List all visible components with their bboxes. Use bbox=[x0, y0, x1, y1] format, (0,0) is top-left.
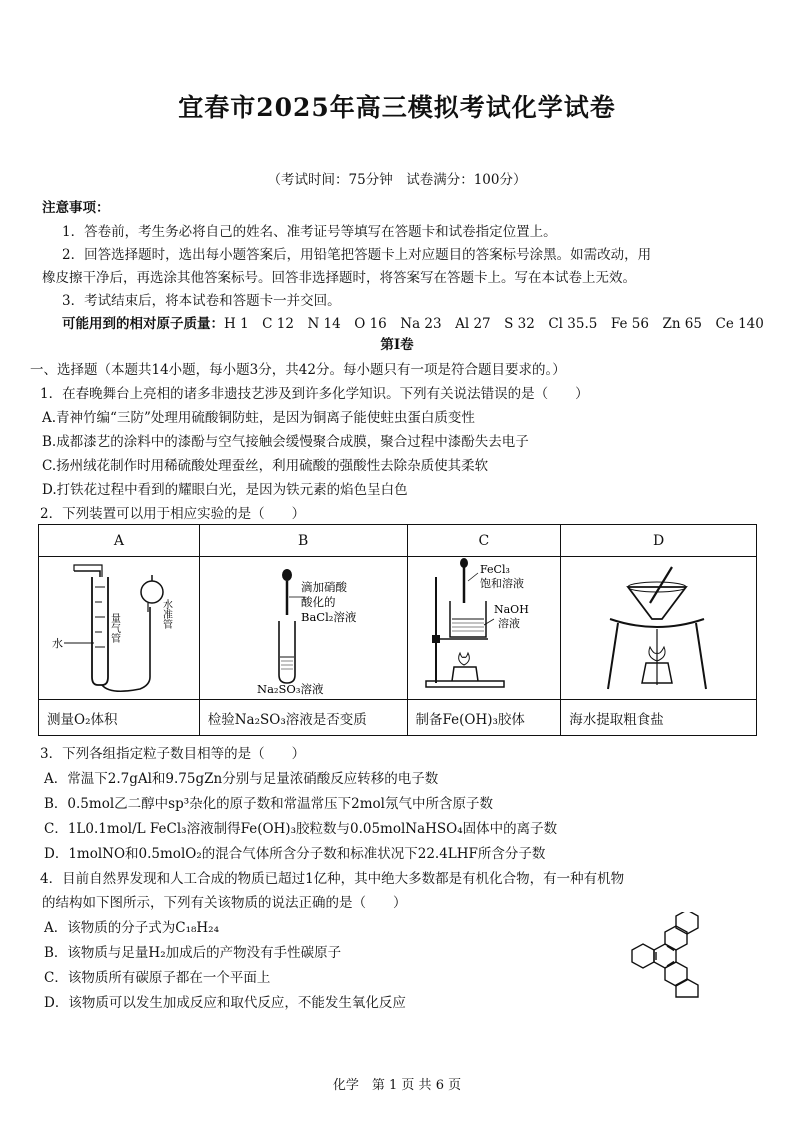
col-header-a: A bbox=[39, 525, 200, 557]
q1-stem: 1．在春晚舞台上亮相的诸多非遗技艺涉及到许多化学知识。下列有关说法错误的是（ ） bbox=[40, 386, 589, 402]
q3-option-a: A．常温下2.7gAl和9.75gZn分别与足量浓硝酸反应转移的电子数 bbox=[44, 771, 439, 787]
solution-label: Na₂SO₃溶液 bbox=[256, 682, 324, 695]
atomic-mass-label: 可能用到的相对原子质量： bbox=[62, 316, 224, 332]
caption-b: 检验Na₂SO₃溶液是否变质 bbox=[199, 700, 407, 736]
naoh-label: NaOH bbox=[494, 603, 530, 616]
page-title: 宜春市2025年高三模拟考试化学试卷 bbox=[178, 93, 616, 122]
evaporation-figure bbox=[562, 557, 755, 695]
q3-option-b: B．0.5mol乙二醇中sp³杂化的原子数和常温常压下2mol氖气中所含原子数 bbox=[44, 796, 493, 812]
reagent-label-1: 滴加硝酸 bbox=[300, 580, 347, 594]
col-header-d: D bbox=[561, 525, 757, 557]
gas-measuring-apparatus-figure bbox=[40, 557, 198, 695]
apparatus-c-cell bbox=[407, 557, 561, 700]
col-header-b: B bbox=[199, 525, 407, 557]
page-footer: 化学 第 1 页 共 6 页 bbox=[332, 1078, 462, 1093]
apparatus-d-cell bbox=[561, 557, 757, 700]
colloid-preparation-figure bbox=[408, 557, 559, 695]
q1-option-b: B.成都漆艺的涂料中的漆酚与空气接触会缓慢聚合成膜，聚合过程中漆酚失去电子 bbox=[42, 434, 529, 450]
col-header-c: C bbox=[407, 525, 561, 557]
caption-a: 测量O₂体积 bbox=[39, 700, 200, 736]
gas-tube-label: 量气管 bbox=[108, 613, 120, 643]
section-heading: 一、选择题（本题共14小题，每小题3分，共42分。每小题只有一项是符合题目要求的。） bbox=[30, 362, 566, 378]
notice-item-2b: 橡皮擦干净后，再选涂其他答案标号。回答非选择题时，将答案写在答题卡上。写在本试卷上无效。 bbox=[42, 270, 636, 286]
q1-option-a: A.青神竹编“三防”处理用硫酸铜防蛀，是因为铜离子能使蛀虫蛋白质变性 bbox=[42, 410, 475, 426]
q4-stem-2: 的结构如下图所示，下列有关该物质的说法正确的是（ ） bbox=[42, 895, 407, 911]
notice-heading: 注意事项： bbox=[42, 200, 110, 216]
q4-option-d: D．该物质可以发生加成反应和取代反应，不能发生氧化反应 bbox=[44, 995, 406, 1011]
atomic-mass-values: H 1 C 12 N 14 O 16 Na 23 Al 27 S 32 Cl 35.5 Fe 56 Zn 65 Ce 140 bbox=[224, 316, 764, 332]
notice-item-2a: 2．回答选择题时，选出每小题答案后，用铅笔把答题卡上对应题目的答案标号涂黑。如需改动，用 bbox=[62, 247, 652, 263]
reagent-label-2: 酸化的 bbox=[300, 595, 336, 609]
apparatus-table bbox=[38, 524, 757, 736]
molecule-structure-figure bbox=[620, 912, 710, 1000]
q4-stem-1: 4．目前自然界发现和人工合成的物质已超过1亿种，其中绝大多数都是有机化合物，有一种有机物 bbox=[40, 871, 625, 887]
fecl3-label: FeCl₃ bbox=[480, 563, 511, 576]
exam-info: （考试时间：75分钟 试卷满分：100分） bbox=[267, 172, 527, 188]
water-label: 水 bbox=[51, 637, 63, 650]
dropper-test-tube-figure bbox=[201, 557, 406, 695]
level-tube-label: 水准管 bbox=[160, 599, 172, 629]
q3-option-c: C．1L0.1mol/L FeCl₃溶液制得Fe(OH)₃胶粒数与0.05molNaHSO₄固体中的离子数 bbox=[44, 821, 558, 837]
q4-option-b: B．该物质与足量H₂加成后的产物没有手性碳原子 bbox=[44, 945, 342, 961]
q3-option-d: D．1molNO和0.5molO₂的混合气体所含分子数和标准状况下22.4LHF所含分子数 bbox=[44, 846, 546, 862]
part-label: 第Ⅰ卷 bbox=[380, 337, 414, 353]
caption-d: 海水提取粗食盐 bbox=[561, 700, 757, 736]
q4-option-a: A．该物质的分子式为C₁₈H₂₄ bbox=[44, 920, 219, 936]
naoh-solution-label: 溶液 bbox=[498, 617, 521, 630]
apparatus-a-cell bbox=[39, 557, 200, 700]
caption-c: 制备Fe(OH)₃胶体 bbox=[407, 700, 561, 736]
fecl3-solution-label: 饱和溶液 bbox=[480, 577, 525, 590]
q3-stem: 3．下列各组指定粒子数目相等的是（ ） bbox=[40, 746, 306, 762]
q1-option-d: D.打铁花过程中看到的耀眼白光，是因为铁元素的焰色呈白色 bbox=[42, 482, 408, 498]
notice-item-1: 1．答卷前，考生务必将自己的姓名、准考证号等填写在答题卡和试卷指定位置上。 bbox=[62, 224, 557, 240]
q1-option-c: C.扬州绒花制作时用稀硫酸处理蚕丝，利用硫酸的强酸性去除杂质使其柔软 bbox=[42, 458, 489, 474]
q2-stem: 2．下列装置可以用于相应实验的是（ ） bbox=[40, 506, 306, 522]
notice-item-3: 3．考试结束后，将本试卷和答题卡一并交回。 bbox=[62, 293, 341, 309]
apparatus-b-cell bbox=[199, 557, 407, 700]
atomic-mass-row bbox=[62, 312, 764, 332]
q4-option-c: C．该物质所有碳原子都在一个平面上 bbox=[44, 970, 271, 986]
reagent-label-3: BaCl₂溶液 bbox=[300, 610, 357, 624]
